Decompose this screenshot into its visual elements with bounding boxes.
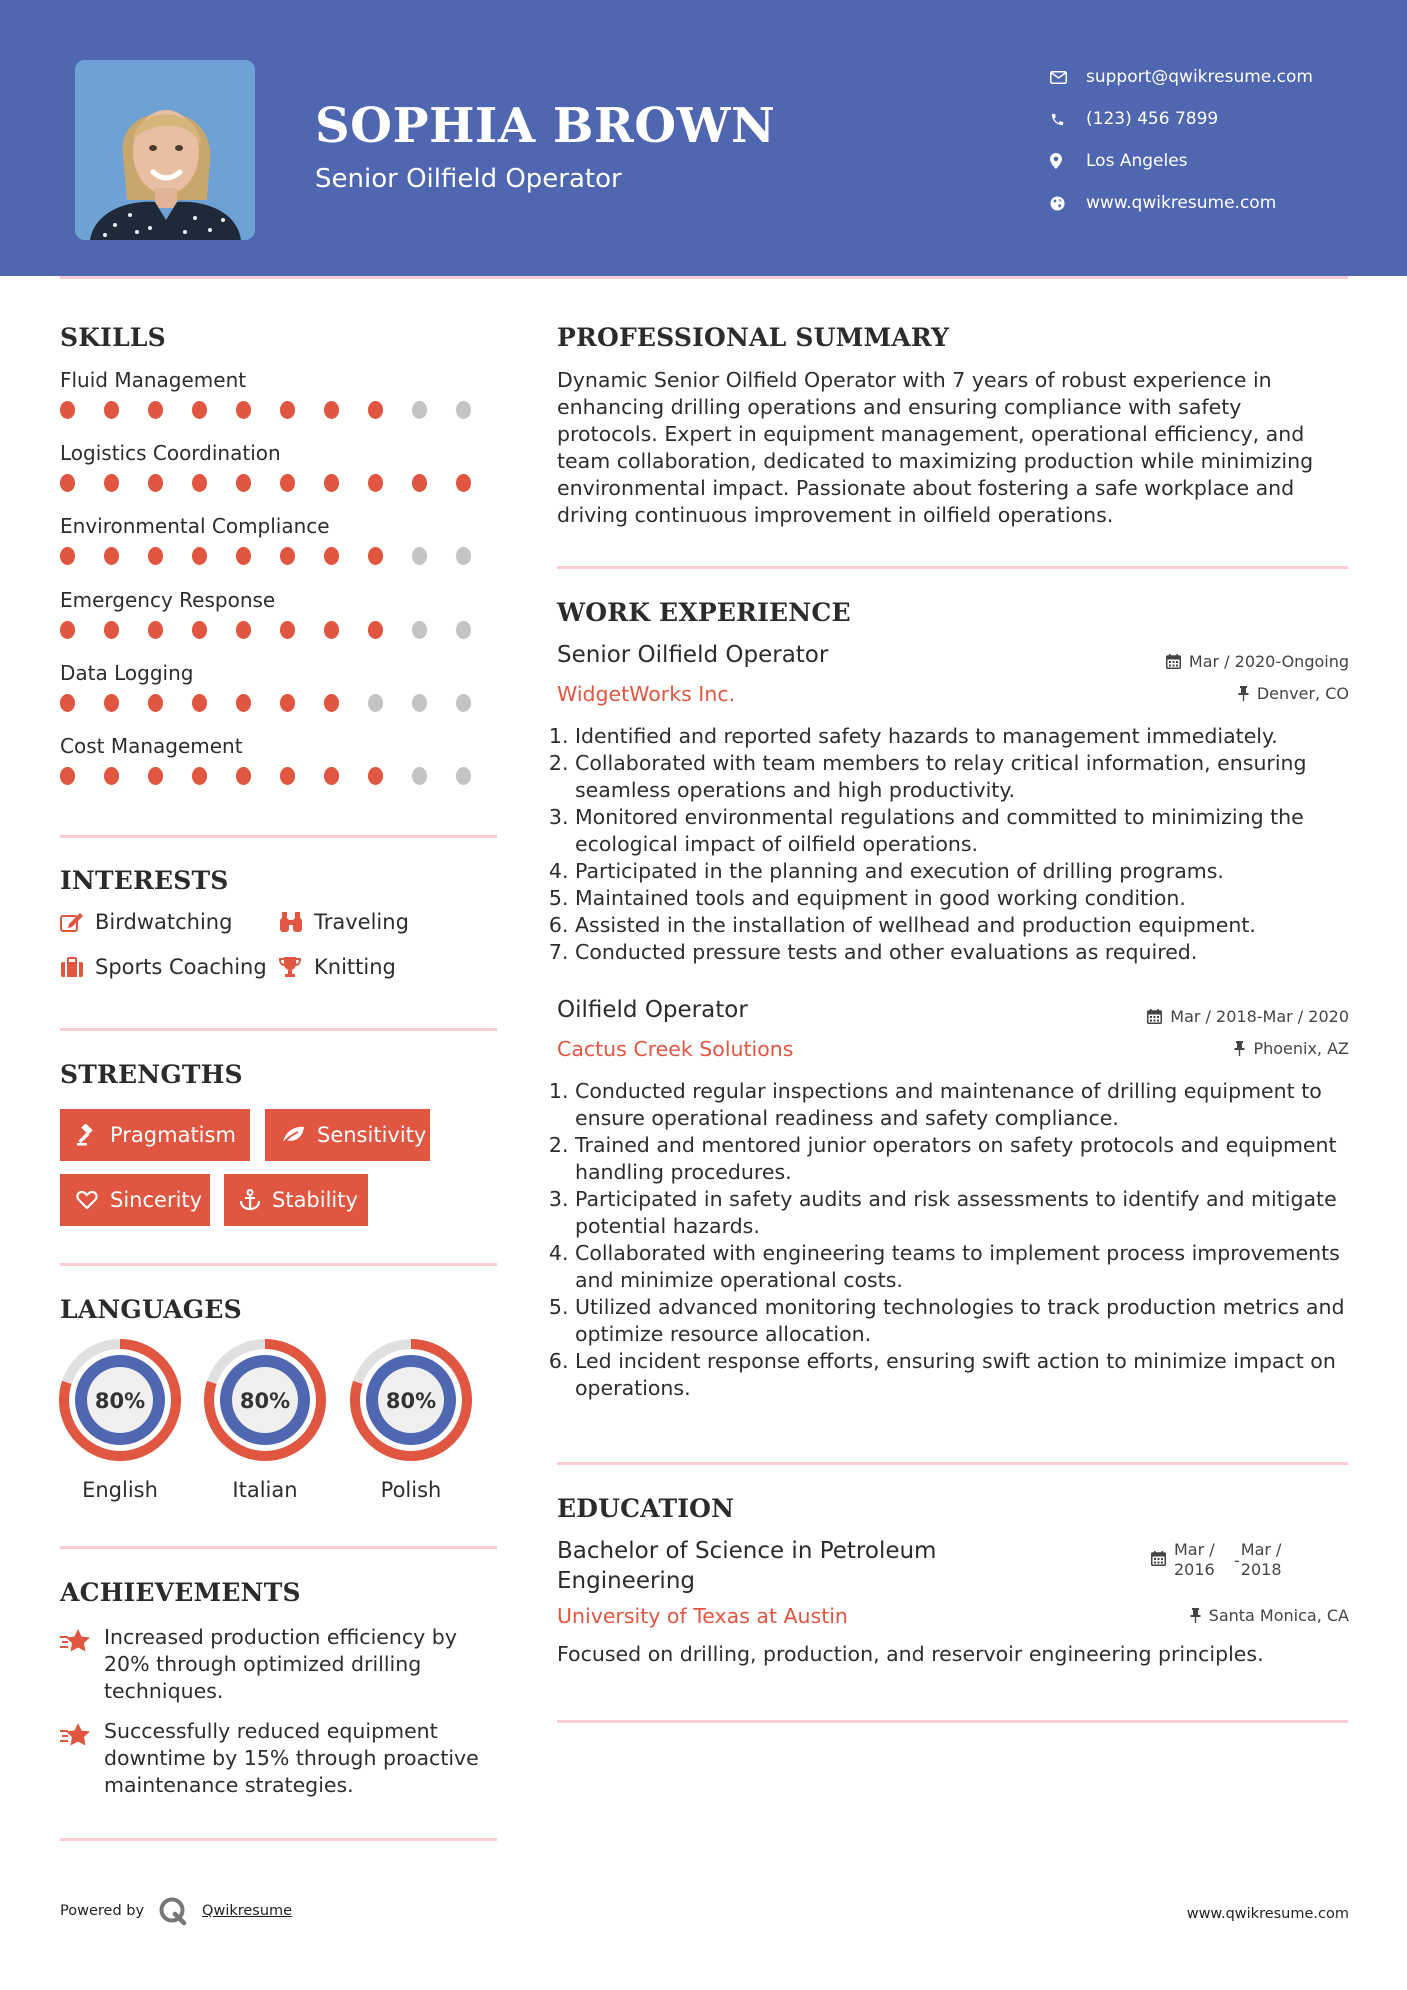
heart-icon [76, 1190, 98, 1210]
rating-dot-empty [412, 401, 427, 419]
strength-badge [60, 1109, 250, 1161]
rating-dot-filled [236, 767, 251, 785]
rating-dot-filled [280, 694, 295, 712]
candidate-name: SOPHIA BROWN [315, 98, 776, 154]
achievement-item [60, 1624, 500, 1705]
rating-dot-filled [104, 694, 119, 712]
language-proficiency-ring [58, 1338, 182, 1462]
education-heading: EDUCATION [557, 1494, 735, 1523]
education-description: Focused on drilling, production, and reservoir engineering principles. [557, 1642, 1264, 1666]
rating-dot-filled [104, 474, 119, 492]
interest-label: Birdwatching [95, 910, 233, 934]
summary-text: Dynamic Senior Oilfield Operator with 7 years of robust experience in enhancing drilling operations and ensuring compliance with safety protocols. Expert in equipment management, operational efficiency, and team collaboration, dedicated to maximizing production while minimizing environmental impact. Passionate about fostering a safe workplace and driving continuous improvement in oilfield operations. [557, 368, 1314, 527]
rating-dot-filled [236, 474, 251, 492]
interests-heading: INTERESTS [60, 866, 229, 895]
job-company: WidgetWorks Inc. [557, 682, 736, 706]
briefcase-icon [60, 957, 95, 978]
rating-dot-filled [148, 621, 163, 639]
rating-dot-filled [236, 694, 251, 712]
rating-dot-filled [236, 621, 251, 639]
achievement-item [60, 1718, 500, 1799]
header-divider [60, 276, 1348, 279]
section-divider [60, 1263, 497, 1266]
powered-by-label: Powered by [60, 1903, 145, 1919]
rating-dot-filled [368, 547, 383, 565]
leaf-icon [281, 1125, 305, 1145]
section-divider [60, 1546, 497, 1549]
school-name: University of Texas at Austin [557, 1604, 848, 1628]
rating-dot-empty [412, 767, 427, 785]
section-divider [60, 1028, 497, 1031]
job-title: Oilfield Operator [557, 997, 748, 1023]
binoculars-icon [279, 911, 314, 933]
skills-heading: SKILLS [60, 323, 166, 352]
education-start: Mar / 2016 [1174, 1540, 1215, 1579]
interest-label: Traveling [314, 910, 409, 934]
language-item [203, 1338, 327, 1502]
list-item: 5. Maintained tools and equipment in good working condition. [575, 885, 1352, 912]
job-location [1238, 684, 1349, 703]
rating-dot-filled [60, 547, 75, 565]
interest-label: Knitting [314, 955, 396, 979]
qwikresume-link[interactable]: Qwikresume [202, 1903, 293, 1919]
degree-title: Bachelor of Science in Petroleum Engineering [557, 1538, 937, 1594]
language-name: English [82, 1478, 158, 1502]
rating-dot-filled [60, 694, 75, 712]
rating-dot-empty [456, 694, 471, 712]
globe-icon [1050, 196, 1086, 211]
rating-dot-filled [148, 474, 163, 492]
skill-name: Fluid Management [60, 368, 247, 392]
rating-dot-filled [324, 694, 339, 712]
education-date-separator: - [1234, 1551, 1240, 1570]
envelope-icon [1050, 71, 1086, 84]
list-item: 6. Assisted in the installation of wellhead and production equipment. [575, 912, 1352, 939]
rating-dot-filled [280, 621, 295, 639]
list-item: 1. Conducted regular inspections and maintenance of drilling equipment to ensure operational readiness and safety compliance. [575, 1078, 1352, 1132]
section-divider [60, 835, 497, 838]
language-proficiency-ring [203, 1338, 327, 1462]
interest-item [279, 910, 409, 934]
rating-dot-empty [412, 694, 427, 712]
skill-name: Emergency Response [60, 588, 276, 612]
rating-dot-filled [324, 547, 339, 565]
list-item: 4. Collaborated with engineering teams to implement process improvements and minimize operational costs. [575, 1240, 1352, 1294]
contact-website-text: www.qwikresume.com [1086, 193, 1277, 213]
skill-rating [60, 690, 500, 716]
phone-icon [1050, 112, 1086, 127]
skill-rating [60, 617, 500, 643]
rating-dot-filled [104, 401, 119, 419]
skill-name: Cost Management [60, 734, 243, 758]
skill-name: Data Logging [60, 661, 194, 685]
contact-list [1050, 56, 1313, 224]
footer-powered-by [60, 1896, 292, 1926]
rating-dot-filled [280, 767, 295, 785]
rating-dot-filled [412, 474, 427, 492]
contact-location-text: Los Angeles [1086, 151, 1188, 171]
rating-dot-filled [104, 547, 119, 565]
calendar-icon [1147, 1009, 1162, 1024]
achievement-text: Increased production efficiency by 20% through optimized drilling techniques. [104, 1625, 457, 1703]
pushpin-icon [1238, 686, 1249, 701]
section-divider [557, 566, 1348, 569]
skill-rating [60, 543, 500, 569]
strength-label: Sensitivity [317, 1123, 427, 1147]
rating-dot-filled [236, 547, 251, 565]
calendar-icon [1166, 654, 1181, 669]
rating-dot-filled [324, 621, 339, 639]
rating-dot-filled [368, 474, 383, 492]
trophy-icon [279, 956, 314, 978]
list-item: 6. Led incident response efforts, ensuring swift action to minimize impact on operations. [575, 1348, 1352, 1402]
list-item: 2. Trained and mentored junior operators on safety protocols and equipment handling procedures. [575, 1132, 1352, 1186]
rating-dot-filled [192, 621, 207, 639]
list-item: 5. Utilized advanced monitoring technologies to track production metrics and optimize resource allocation. [575, 1294, 1352, 1348]
rating-dot-empty [412, 547, 427, 565]
rating-dot-filled [148, 401, 163, 419]
achievement-text: Successfully reduced equipment downtime by 15% through proactive maintenance strategies. [104, 1719, 479, 1797]
interest-item [60, 955, 267, 979]
strengths-heading: STRENGTHS [60, 1060, 243, 1089]
skill-item [60, 513, 500, 569]
rating-dot-filled [104, 767, 119, 785]
job-location-text: Phoenix, AZ [1253, 1039, 1349, 1058]
job-dates [1166, 652, 1349, 671]
list-item: 2. Collaborated with team members to relay critical information, ensuring seamless operations and high productivity. [575, 750, 1352, 804]
qwikresume-logo-icon [158, 1896, 188, 1926]
rating-dot-filled [324, 767, 339, 785]
strength-badge [224, 1174, 368, 1226]
education-end: Mar / 2018 [1240, 1540, 1282, 1579]
contact-email-text: support@qwikresume.com [1086, 67, 1313, 87]
section-divider [557, 1462, 1348, 1465]
strength-label: Stability [272, 1188, 358, 1212]
skill-item [60, 367, 500, 423]
calendar-icon [1151, 1551, 1166, 1580]
job-location [1234, 1039, 1349, 1058]
contact-website[interactable] [1050, 182, 1313, 224]
contact-location [1050, 140, 1313, 182]
list-item: 4. Participated in the planning and execution of drilling programs. [575, 858, 1352, 885]
skill-item [60, 660, 500, 716]
rating-dot-filled [368, 621, 383, 639]
experience-heading: WORK EXPERIENCE [557, 598, 851, 627]
skill-name: Logistics Coordination [60, 441, 281, 465]
star-badge-icon [60, 1718, 104, 1799]
profile-photo [75, 60, 255, 240]
contact-email[interactable] [1050, 56, 1313, 98]
rating-dot-empty [456, 767, 471, 785]
education-location [1190, 1606, 1349, 1625]
rating-dot-filled [456, 474, 471, 492]
interest-label: Sports Coaching [95, 955, 267, 979]
language-proficiency-ring [349, 1338, 473, 1462]
section-divider [60, 1838, 497, 1841]
interest-item [60, 910, 232, 934]
rating-dot-filled [280, 547, 295, 565]
job-title: Senior Oilfield Operator [557, 642, 829, 668]
job-dates-text: Mar / 2018-Mar / 2020 [1170, 1007, 1349, 1026]
pushpin-icon [1234, 1041, 1245, 1056]
strength-label: Sincerity [110, 1188, 203, 1212]
job-company: Cactus Creek Solutions [557, 1037, 794, 1061]
job-responsibilities [557, 1078, 1352, 1402]
language-item [58, 1338, 182, 1502]
rating-dot-filled [324, 401, 339, 419]
contact-phone[interactable] [1050, 98, 1313, 140]
rating-dot-filled [280, 401, 295, 419]
rating-dot-filled [280, 474, 295, 492]
rating-dot-filled [60, 767, 75, 785]
rating-dot-filled [148, 694, 163, 712]
pencil-square-icon [60, 911, 95, 933]
job-dates [1147, 1007, 1349, 1026]
language-percent: 80% [239, 1389, 291, 1413]
pushpin-icon [1190, 1608, 1201, 1623]
rating-dot-filled [148, 767, 163, 785]
skill-item [60, 733, 500, 789]
rating-dot-empty [456, 547, 471, 565]
rating-dot-empty [368, 694, 383, 712]
list-item: 7. Conducted pressure tests and other evaluations as required. [575, 939, 1352, 966]
languages-heading: LANGUAGES [60, 1295, 242, 1324]
rating-dot-filled [104, 621, 119, 639]
rating-dot-filled [60, 621, 75, 639]
rating-dot-filled [236, 401, 251, 419]
list-item: 1. Identified and reported safety hazards to management immediately. [575, 723, 1352, 750]
contact-phone-text: (123) 456 7899 [1086, 109, 1219, 129]
achievements-heading: ACHIEVEMENTS [60, 1578, 301, 1607]
strength-badge [60, 1174, 210, 1226]
star-badge-icon [60, 1624, 104, 1705]
interest-item [279, 955, 396, 979]
education-dates [1151, 1540, 1289, 1580]
section-divider [557, 1720, 1348, 1723]
skill-rating [60, 763, 500, 789]
skill-rating [60, 470, 500, 496]
rating-dot-empty [456, 621, 471, 639]
strength-label: Pragmatism [110, 1123, 236, 1147]
gavel-icon [76, 1124, 98, 1146]
job-location-text: Denver, CO [1256, 684, 1349, 703]
rating-dot-filled [60, 401, 75, 419]
map-pin-icon [1050, 153, 1086, 169]
summary-heading: PROFESSIONAL SUMMARY [557, 323, 950, 352]
language-name: Italian [232, 1478, 298, 1502]
rating-dot-empty [412, 621, 427, 639]
job-responsibilities [557, 723, 1352, 966]
rating-dot-empty [456, 401, 471, 419]
language-item [349, 1338, 473, 1502]
language-percent: 80% [94, 1389, 146, 1413]
job-dates-text: Mar / 2020-Ongoing [1188, 652, 1349, 671]
education-location-text: Santa Monica, CA [1208, 1606, 1349, 1625]
skill-name: Environmental Compliance [60, 514, 330, 538]
rating-dot-filled [192, 474, 207, 492]
rating-dot-filled [192, 401, 207, 419]
language-percent: 80% [385, 1389, 437, 1413]
rating-dot-filled [148, 547, 163, 565]
candidate-title: Senior Oilfield Operator [315, 164, 622, 194]
rating-dot-filled [324, 474, 339, 492]
language-name: Polish [380, 1478, 442, 1502]
anchor-icon [240, 1189, 260, 1211]
list-item: 3. Monitored environmental regulations and committed to minimizing the ecological impact of oilfield operations. [575, 804, 1352, 858]
list-item: 3. Participated in safety audits and risk assessments to identify and mitigate potential hazards. [575, 1186, 1352, 1240]
skill-rating [60, 397, 500, 423]
resume-header [0, 0, 1407, 276]
rating-dot-filled [192, 694, 207, 712]
rating-dot-filled [192, 547, 207, 565]
rating-dot-filled [368, 401, 383, 419]
skill-item [60, 440, 500, 496]
footer-website[interactable]: www.qwikresume.com [1186, 1906, 1349, 1922]
strength-badge [265, 1109, 430, 1161]
rating-dot-filled [368, 767, 383, 785]
rating-dot-filled [192, 767, 207, 785]
skill-item [60, 587, 500, 643]
rating-dot-filled [60, 474, 75, 492]
